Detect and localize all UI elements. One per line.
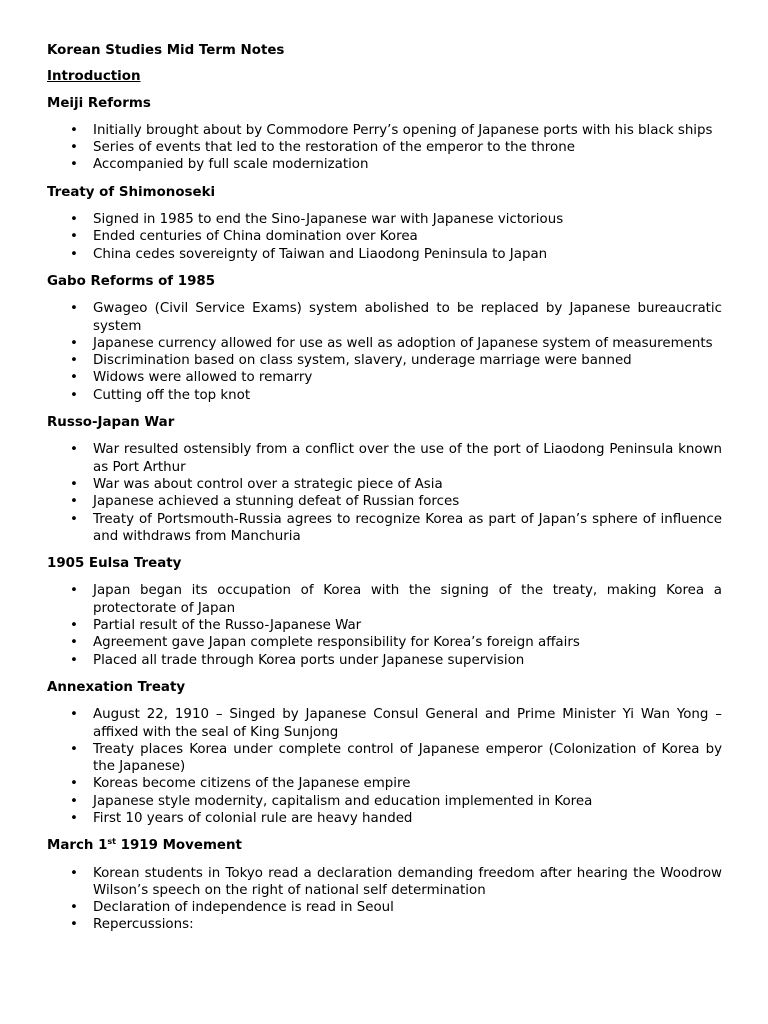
bullet-icon: • xyxy=(70,707,78,723)
bullet-icon: • xyxy=(70,122,78,138)
list-item-text: Initially brought about by Commodore Perry’s opening of Japanese ports with his black ships xyxy=(93,122,713,138)
bullet-icon: • xyxy=(70,511,78,527)
list-item xyxy=(47,793,722,810)
list-item-text: Treaty places Korea under complete control of Japanese emperor (Colonization of Korea by the Japanese) xyxy=(93,741,722,775)
list-item xyxy=(47,122,722,139)
list-item-text: Treaty of Portsmouth-Russia agrees to recognize Korea as part of Japan’s sphere of influence and withdraws from Manchuria xyxy=(93,511,722,544)
list-item xyxy=(47,810,722,827)
section-heading-march-1st-movement xyxy=(47,837,722,854)
section-heading-annexation-treaty: Annexation Treaty xyxy=(47,679,186,695)
list-item-text: First 10 years of colonial rule are heavy handed xyxy=(93,810,413,826)
list-item-text: Japan began its occupation of Korea with the signing of the treaty, making Korea a protectorate of Japan xyxy=(93,583,722,616)
bullet-icon: • xyxy=(70,140,78,156)
bullet-icon: • xyxy=(70,301,78,317)
list-item xyxy=(47,582,722,617)
bullet-icon: • xyxy=(70,741,78,757)
bullet-icon: • xyxy=(70,635,78,651)
list-item xyxy=(47,511,722,546)
list-item xyxy=(47,211,722,228)
bullet-icon: • xyxy=(70,476,78,492)
heading-text-post: 1919 Movement xyxy=(116,838,242,854)
list-item xyxy=(47,706,722,741)
list-item xyxy=(47,741,722,776)
list-item-text: Series of events that led to the restoration of the emperor to the throne xyxy=(93,140,575,156)
list-item-text: Japanese currency allowed for use as well as adoption of Japanese system of measurements xyxy=(93,335,713,351)
list-item xyxy=(47,441,722,476)
list-item xyxy=(47,865,722,900)
bullet-list-gabo-reforms xyxy=(47,300,722,404)
list-item-text: Japanese achieved a stunning defeat of Russian forces xyxy=(93,494,460,510)
list-item xyxy=(47,335,722,352)
bullet-icon: • xyxy=(70,865,78,881)
bullet-list-eulsa-treaty xyxy=(47,582,722,668)
list-item xyxy=(47,300,722,335)
list-item-text: Discrimination based on class system, slavery, underage marriage were banned xyxy=(93,353,632,369)
list-item-text: Gwageo (Civil Service Exams) system abolished to be replaced by Japanese bureaucratic system xyxy=(93,301,722,334)
document-body xyxy=(47,42,722,944)
document-title: Korean Studies Mid Term Notes xyxy=(47,43,285,58)
bullet-icon: • xyxy=(70,583,78,599)
list-item-text: Japanese style modernity, capitalism and education implemented in Korea xyxy=(93,793,593,809)
list-item xyxy=(47,652,722,669)
ordinal-suffix: st xyxy=(107,837,117,847)
list-item xyxy=(47,352,722,369)
list-item-text: Korean students in Tokyo read a declaration demanding freedom after hearing the Woodrow Wilson’s speech on the right of national self determination xyxy=(93,865,722,898)
list-item xyxy=(47,246,722,263)
bullet-icon: • xyxy=(70,652,78,668)
bullet-icon: • xyxy=(70,793,78,809)
bullet-icon: • xyxy=(70,917,78,933)
bullet-icon: • xyxy=(70,776,78,792)
bullet-list-meiji-reforms xyxy=(47,122,722,174)
bullet-icon: • xyxy=(70,335,78,351)
list-item-text: August 22, 1910 – Singed by Japanese Consul General and Prime Minister Yi Wan Yong – affixed with the seal of King Sunjong xyxy=(93,707,722,740)
list-item xyxy=(47,476,722,493)
list-item-text: Placed all trade through Korea ports under Japanese supervision xyxy=(93,652,525,668)
list-item-text: Signed in 1985 to end the Sino-Japanese war with Japanese victorious xyxy=(93,212,564,228)
heading-text-pre: March 1 xyxy=(47,838,108,854)
list-item-text: Widows were allowed to remarry xyxy=(93,370,313,386)
bullet-icon: • xyxy=(70,246,78,262)
list-item-text: War resulted ostensibly from a conflict over the use of the port of Liaodong Peninsula known as Port Arthur xyxy=(93,442,722,475)
section-heading-treaty-of-shimonoseki: Treaty of Shimonoseki xyxy=(47,184,216,200)
list-item-text: Accompanied by full scale modernization xyxy=(93,157,369,173)
bullet-icon: • xyxy=(70,229,78,245)
introduction-heading: Introduction xyxy=(47,69,141,85)
list-item-text: War was about control over a strategic piece of Asia xyxy=(93,476,443,492)
list-item-text: Declaration of independence is read in Seoul xyxy=(93,900,394,916)
bullet-list-march-1st-movement xyxy=(47,865,722,934)
bullet-icon: • xyxy=(70,494,78,510)
list-item-text: Agreement gave Japan complete responsibility for Korea’s foreign affairs xyxy=(93,635,580,651)
list-item xyxy=(47,369,722,386)
bullet-icon: • xyxy=(70,442,78,458)
list-item xyxy=(47,634,722,651)
list-item xyxy=(47,775,722,792)
list-item-text: Ended centuries of China domination over Korea xyxy=(93,229,418,245)
bullet-icon: • xyxy=(70,810,78,826)
section-heading-gabo-reforms: Gabo Reforms of 1985 xyxy=(47,273,216,289)
list-item xyxy=(47,617,722,634)
section-heading-russo-japan-war: Russo-Japan War xyxy=(47,415,175,431)
list-item-text: Cutting off the top knot xyxy=(93,387,251,403)
bullet-list-treaty-of-shimonoseki xyxy=(47,211,722,263)
list-item xyxy=(47,387,722,404)
list-item xyxy=(47,916,722,933)
list-item-text: Partial result of the Russo-Japanese War xyxy=(93,618,362,634)
bullet-icon: • xyxy=(70,387,78,403)
section-heading-eulsa-treaty: 1905 Eulsa Treaty xyxy=(47,556,182,572)
list-item xyxy=(47,139,722,156)
bullet-list-annexation-treaty xyxy=(47,706,722,827)
bullet-icon: • xyxy=(70,618,78,634)
bullet-list-russo-japan-war xyxy=(47,441,722,545)
bullet-icon: • xyxy=(70,370,78,386)
list-item-text: China cedes sovereignty of Taiwan and Liaodong Peninsula to Japan xyxy=(93,246,548,262)
section-heading-meiji-reforms: Meiji Reforms xyxy=(47,95,151,111)
bullet-icon: • xyxy=(70,900,78,916)
bullet-icon: • xyxy=(70,157,78,173)
list-item xyxy=(47,228,722,245)
bullet-icon: • xyxy=(70,212,78,228)
list-item-text: Koreas become citizens of the Japanese empire xyxy=(93,776,411,792)
bullet-icon: • xyxy=(70,353,78,369)
list-item xyxy=(47,493,722,510)
list-item-text: Repercussions: xyxy=(93,917,194,933)
list-item xyxy=(47,899,722,916)
list-item xyxy=(47,156,722,173)
